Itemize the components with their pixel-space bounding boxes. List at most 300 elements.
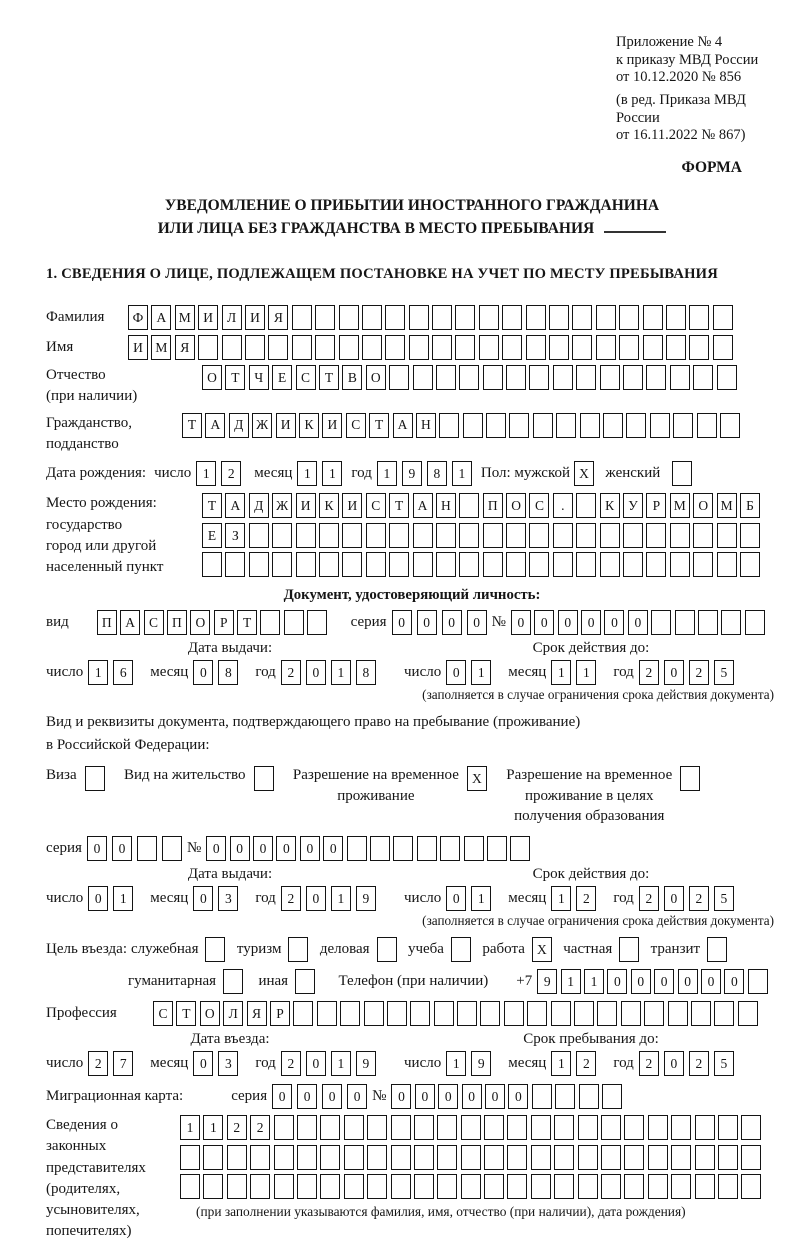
birthplace-input-row1[interactable] [202, 493, 763, 518]
char-cell[interactable]: 0 [300, 836, 320, 861]
representatives-input-row2[interactable] [180, 1145, 765, 1170]
char-cell[interactable] [344, 1174, 364, 1199]
char-cell[interactable] [718, 1174, 738, 1199]
char-cell[interactable]: 0 [112, 836, 132, 861]
char-cell[interactable] [451, 937, 471, 962]
char-cell[interactable] [529, 552, 549, 577]
char-cell[interactable] [623, 552, 643, 577]
char-cell[interactable]: 0 [323, 836, 343, 861]
char-cell[interactable] [551, 1001, 571, 1026]
char-cell[interactable] [600, 523, 620, 548]
birthplace-input-row2[interactable] [202, 523, 763, 548]
char-cell[interactable]: И [342, 493, 362, 518]
char-cell[interactable] [644, 1001, 664, 1026]
entry-month[interactable] [193, 1051, 243, 1076]
char-cell[interactable] [624, 1145, 644, 1170]
char-cell[interactable]: 2 [88, 1051, 108, 1076]
char-cell[interactable]: А [393, 413, 413, 438]
char-cell[interactable] [556, 413, 576, 438]
char-cell[interactable] [293, 1001, 313, 1026]
char-cell[interactable] [342, 552, 362, 577]
temp-residence-checkbox[interactable] [467, 766, 490, 791]
char-cell[interactable] [602, 1084, 622, 1109]
char-cell[interactable]: К [319, 493, 339, 518]
char-cell[interactable]: К [299, 413, 319, 438]
char-cell[interactable] [272, 523, 292, 548]
char-cell[interactable]: М [670, 493, 690, 518]
char-cell[interactable]: 9 [356, 1051, 376, 1076]
char-cell[interactable] [576, 523, 596, 548]
char-cell[interactable]: Т [237, 610, 257, 635]
char-cell[interactable] [643, 335, 663, 360]
char-cell[interactable]: С [529, 493, 549, 518]
char-cell[interactable] [673, 413, 693, 438]
char-cell[interactable] [274, 1174, 294, 1199]
char-cell[interactable] [717, 552, 737, 577]
char-cell[interactable] [319, 523, 339, 548]
char-cell[interactable]: 0 [415, 1084, 435, 1109]
passport-issue-month[interactable] [193, 660, 243, 685]
char-cell[interactable] [461, 1115, 481, 1140]
char-cell[interactable] [459, 552, 479, 577]
char-cell[interactable] [432, 335, 452, 360]
char-cell[interactable] [504, 1001, 524, 1026]
char-cell[interactable]: 0 [322, 1084, 342, 1109]
sex-female-checkbox[interactable] [672, 461, 695, 486]
char-cell[interactable] [506, 365, 526, 390]
stay-year[interactable] [639, 1051, 739, 1076]
char-cell[interactable] [389, 365, 409, 390]
char-cell[interactable] [340, 1001, 360, 1026]
char-cell[interactable] [486, 413, 506, 438]
char-cell[interactable] [600, 365, 620, 390]
char-cell[interactable] [483, 523, 503, 548]
char-cell[interactable]: 2 [281, 886, 301, 911]
char-cell[interactable]: 7 [113, 1051, 133, 1076]
char-cell[interactable] [162, 836, 182, 861]
char-cell[interactable]: 0 [511, 610, 531, 635]
char-cell[interactable] [459, 365, 479, 390]
char-cell[interactable] [738, 1001, 758, 1026]
char-cell[interactable] [502, 335, 522, 360]
char-cell[interactable] [671, 1145, 691, 1170]
char-cell[interactable] [643, 305, 663, 330]
char-cell[interactable] [554, 1115, 574, 1140]
char-cell[interactable] [741, 1115, 761, 1140]
char-cell[interactable] [385, 305, 405, 330]
purpose-study-checkbox[interactable] [451, 937, 474, 962]
char-cell[interactable] [439, 413, 459, 438]
char-cell[interactable]: 1 [551, 1051, 571, 1076]
char-cell[interactable] [137, 836, 157, 861]
char-cell[interactable] [487, 836, 507, 861]
char-cell[interactable] [339, 305, 359, 330]
char-cell[interactable] [480, 1001, 500, 1026]
char-cell[interactable] [479, 335, 499, 360]
purpose-transit-checkbox[interactable] [707, 937, 730, 962]
char-cell[interactable] [578, 1145, 598, 1170]
char-cell[interactable]: 1 [576, 660, 596, 685]
char-cell[interactable]: Р [214, 610, 234, 635]
char-cell[interactable]: 8 [427, 461, 447, 486]
char-cell[interactable]: 0 [485, 1084, 505, 1109]
char-cell[interactable] [693, 523, 713, 548]
char-cell[interactable] [272, 552, 292, 577]
char-cell[interactable] [670, 523, 690, 548]
phone-input[interactable] [537, 969, 771, 994]
char-cell[interactable] [623, 523, 643, 548]
permit-issue-day[interactable] [88, 886, 138, 911]
char-cell[interactable] [670, 365, 690, 390]
char-cell[interactable] [295, 969, 315, 994]
char-cell[interactable]: 0 [392, 610, 412, 635]
char-cell[interactable] [576, 365, 596, 390]
char-cell[interactable]: О [200, 1001, 220, 1026]
char-cell[interactable] [651, 610, 671, 635]
char-cell[interactable]: С [346, 413, 366, 438]
char-cell[interactable]: 1 [377, 461, 397, 486]
char-cell[interactable] [320, 1145, 340, 1170]
name-input[interactable] [128, 335, 736, 360]
char-cell[interactable]: 2 [639, 886, 659, 911]
char-cell[interactable]: О [366, 365, 386, 390]
char-cell[interactable]: 0 [306, 660, 326, 685]
doc-kind-input[interactable] [97, 610, 331, 635]
char-cell[interactable] [484, 1115, 504, 1140]
char-cell[interactable] [549, 335, 569, 360]
char-cell[interactable]: 2 [689, 660, 709, 685]
birth-year-input[interactable] [377, 461, 477, 486]
char-cell[interactable] [339, 335, 359, 360]
char-cell[interactable] [689, 305, 709, 330]
char-cell[interactable] [417, 836, 437, 861]
char-cell[interactable]: Ф [128, 305, 148, 330]
char-cell[interactable] [507, 1145, 527, 1170]
char-cell[interactable]: И [276, 413, 296, 438]
char-cell[interactable] [600, 552, 620, 577]
char-cell[interactable]: 1 [113, 886, 133, 911]
char-cell[interactable] [85, 766, 105, 791]
char-cell[interactable] [245, 335, 265, 360]
char-cell[interactable] [695, 1145, 715, 1170]
char-cell[interactable]: Е [272, 365, 292, 390]
char-cell[interactable] [741, 1174, 761, 1199]
char-cell[interactable]: Р [646, 493, 666, 518]
char-cell[interactable] [717, 365, 737, 390]
sex-male-checkbox[interactable] [574, 461, 597, 486]
char-cell[interactable] [553, 365, 573, 390]
citizenship-input[interactable] [182, 413, 743, 438]
char-cell[interactable] [671, 1115, 691, 1140]
char-cell[interactable] [292, 305, 312, 330]
char-cell[interactable]: 2 [639, 1051, 659, 1076]
char-cell[interactable] [364, 1001, 384, 1026]
char-cell[interactable] [413, 552, 433, 577]
char-cell[interactable] [502, 305, 522, 330]
char-cell[interactable]: П [167, 610, 187, 635]
char-cell[interactable] [455, 305, 475, 330]
char-cell[interactable]: X [532, 937, 552, 962]
char-cell[interactable]: Я [247, 1001, 267, 1026]
char-cell[interactable]: 0 [193, 886, 213, 911]
char-cell[interactable] [432, 305, 452, 330]
char-cell[interactable] [297, 1145, 317, 1170]
permit-valid-day[interactable] [446, 886, 496, 911]
char-cell[interactable]: Т [389, 493, 409, 518]
char-cell[interactable] [315, 305, 335, 330]
char-cell[interactable]: 2 [281, 1051, 301, 1076]
char-cell[interactable] [695, 1174, 715, 1199]
char-cell[interactable] [366, 552, 386, 577]
char-cell[interactable] [671, 1174, 691, 1199]
char-cell[interactable] [578, 1115, 598, 1140]
char-cell[interactable] [509, 413, 529, 438]
char-cell[interactable] [367, 1174, 387, 1199]
char-cell[interactable]: Д [249, 493, 269, 518]
char-cell[interactable]: Н [416, 413, 436, 438]
char-cell[interactable] [436, 365, 456, 390]
char-cell[interactable]: 2 [221, 461, 241, 486]
char-cell[interactable] [225, 552, 245, 577]
representatives-input-row3[interactable] [180, 1174, 765, 1199]
char-cell[interactable] [572, 335, 592, 360]
char-cell[interactable]: 1 [561, 969, 581, 994]
char-cell[interactable] [250, 1174, 270, 1199]
char-cell[interactable] [666, 305, 686, 330]
char-cell[interactable] [624, 1115, 644, 1140]
char-cell[interactable]: 0 [417, 610, 437, 635]
char-cell[interactable]: 0 [724, 969, 744, 994]
char-cell[interactable] [720, 413, 740, 438]
char-cell[interactable]: 0 [558, 610, 578, 635]
char-cell[interactable] [342, 523, 362, 548]
char-cell[interactable]: 5 [714, 660, 734, 685]
char-cell[interactable] [413, 365, 433, 390]
passport-issue-day[interactable] [88, 660, 138, 685]
char-cell[interactable] [414, 1145, 434, 1170]
char-cell[interactable]: З [225, 523, 245, 548]
char-cell[interactable]: X [467, 766, 487, 791]
char-cell[interactable]: 0 [462, 1084, 482, 1109]
char-cell[interactable]: 0 [467, 610, 487, 635]
char-cell[interactable]: 5 [714, 886, 734, 911]
char-cell[interactable] [296, 552, 316, 577]
char-cell[interactable]: 1 [452, 461, 472, 486]
char-cell[interactable] [362, 305, 382, 330]
char-cell[interactable] [624, 1174, 644, 1199]
char-cell[interactable]: А [151, 305, 171, 330]
char-cell[interactable] [250, 1145, 270, 1170]
char-cell[interactable]: Ч [249, 365, 269, 390]
purpose-tourism-checkbox[interactable] [288, 937, 311, 962]
char-cell[interactable]: А [120, 610, 140, 635]
char-cell[interactable]: 0 [276, 836, 296, 861]
char-cell[interactable] [307, 610, 327, 635]
entry-day[interactable] [88, 1051, 138, 1076]
char-cell[interactable] [689, 335, 709, 360]
char-cell[interactable] [461, 1174, 481, 1199]
char-cell[interactable] [526, 305, 546, 330]
char-cell[interactable] [437, 1174, 457, 1199]
char-cell[interactable]: 0 [88, 886, 108, 911]
char-cell[interactable] [572, 305, 592, 330]
char-cell[interactable]: 2 [639, 660, 659, 685]
char-cell[interactable]: 9 [402, 461, 422, 486]
char-cell[interactable]: 0 [193, 660, 213, 685]
char-cell[interactable]: М [175, 305, 195, 330]
char-cell[interactable] [296, 523, 316, 548]
char-cell[interactable] [554, 1145, 574, 1170]
profession-input[interactable] [153, 1001, 761, 1026]
char-cell[interactable]: Е [202, 523, 222, 548]
migration-number-input[interactable] [391, 1084, 625, 1109]
char-cell[interactable] [414, 1174, 434, 1199]
char-cell[interactable] [721, 610, 741, 635]
char-cell[interactable]: М [717, 493, 737, 518]
char-cell[interactable]: С [153, 1001, 173, 1026]
char-cell[interactable] [274, 1115, 294, 1140]
birth-month-input[interactable] [297, 461, 347, 486]
char-cell[interactable]: И [198, 305, 218, 330]
char-cell[interactable] [391, 1115, 411, 1140]
char-cell[interactable]: 1 [180, 1115, 200, 1140]
char-cell[interactable]: 0 [508, 1084, 528, 1109]
char-cell[interactable] [527, 1001, 547, 1026]
char-cell[interactable]: 0 [347, 1084, 367, 1109]
char-cell[interactable] [284, 610, 304, 635]
char-cell[interactable] [601, 1115, 621, 1140]
entry-year[interactable] [281, 1051, 381, 1076]
char-cell[interactable] [483, 552, 503, 577]
char-cell[interactable] [619, 937, 639, 962]
char-cell[interactable]: 0 [604, 610, 624, 635]
char-cell[interactable]: Т [225, 365, 245, 390]
char-cell[interactable] [553, 552, 573, 577]
char-cell[interactable] [377, 937, 397, 962]
purpose-official-checkbox[interactable] [205, 937, 228, 962]
char-cell[interactable] [554, 1174, 574, 1199]
char-cell[interactable]: 3 [218, 1051, 238, 1076]
char-cell[interactable]: Т [319, 365, 339, 390]
char-cell[interactable] [459, 493, 479, 518]
char-cell[interactable]: Л [222, 305, 242, 330]
char-cell[interactable]: О [693, 493, 713, 518]
char-cell[interactable] [268, 335, 288, 360]
char-cell[interactable]: Ж [252, 413, 272, 438]
char-cell[interactable] [362, 335, 382, 360]
char-cell[interactable] [713, 305, 733, 330]
char-cell[interactable]: С [296, 365, 316, 390]
temp-residence-edu-checkbox[interactable] [680, 766, 703, 791]
char-cell[interactable]: М [151, 335, 171, 360]
char-cell[interactable]: 1 [322, 461, 342, 486]
char-cell[interactable] [370, 836, 390, 861]
char-cell[interactable]: 8 [218, 660, 238, 685]
permit-number-input[interactable] [206, 836, 533, 861]
char-cell[interactable] [697, 413, 717, 438]
char-cell[interactable]: 1 [471, 886, 491, 911]
char-cell[interactable] [526, 335, 546, 360]
char-cell[interactable]: П [97, 610, 117, 635]
char-cell[interactable] [254, 766, 274, 791]
char-cell[interactable] [580, 413, 600, 438]
char-cell[interactable] [437, 1115, 457, 1140]
char-cell[interactable]: 0 [193, 1051, 213, 1076]
char-cell[interactable] [675, 610, 695, 635]
char-cell[interactable]: А [225, 493, 245, 518]
char-cell[interactable] [648, 1174, 668, 1199]
char-cell[interactable]: Л [223, 1001, 243, 1026]
char-cell[interactable]: 0 [306, 886, 326, 911]
char-cell[interactable] [718, 1145, 738, 1170]
char-cell[interactable]: 1 [446, 1051, 466, 1076]
char-cell[interactable] [626, 413, 646, 438]
char-cell[interactable]: 0 [534, 610, 554, 635]
char-cell[interactable]: А [205, 413, 225, 438]
char-cell[interactable]: 9 [471, 1051, 491, 1076]
char-cell[interactable] [741, 1145, 761, 1170]
char-cell[interactable] [315, 335, 335, 360]
char-cell[interactable] [320, 1115, 340, 1140]
char-cell[interactable] [579, 1084, 599, 1109]
permit-issue-month[interactable] [193, 886, 243, 911]
permit-valid-year[interactable] [639, 886, 739, 911]
char-cell[interactable] [222, 335, 242, 360]
permit-series-input[interactable] [87, 836, 187, 861]
char-cell[interactable]: С [366, 493, 386, 518]
purpose-humanitarian-checkbox[interactable] [223, 969, 246, 994]
char-cell[interactable] [650, 413, 670, 438]
char-cell[interactable] [180, 1174, 200, 1199]
char-cell[interactable]: К [600, 493, 620, 518]
char-cell[interactable]: 0 [654, 969, 674, 994]
char-cell[interactable] [297, 1115, 317, 1140]
char-cell[interactable] [319, 552, 339, 577]
char-cell[interactable] [457, 1001, 477, 1026]
char-cell[interactable]: Д [229, 413, 249, 438]
char-cell[interactable] [198, 335, 218, 360]
char-cell[interactable] [601, 1145, 621, 1170]
char-cell[interactable]: Б [740, 493, 760, 518]
purpose-other-checkbox[interactable] [295, 969, 318, 994]
char-cell[interactable]: X [574, 461, 594, 486]
char-cell[interactable] [578, 1174, 598, 1199]
char-cell[interactable] [367, 1115, 387, 1140]
char-cell[interactable]: У [623, 493, 643, 518]
char-cell[interactable] [714, 1001, 734, 1026]
char-cell[interactable] [464, 836, 484, 861]
char-cell[interactable] [249, 552, 269, 577]
char-cell[interactable] [713, 335, 733, 360]
passport-valid-month[interactable] [551, 660, 601, 685]
char-cell[interactable]: 1 [203, 1115, 223, 1140]
char-cell[interactable] [320, 1174, 340, 1199]
char-cell[interactable] [507, 1115, 527, 1140]
char-cell[interactable]: С [144, 610, 164, 635]
char-cell[interactable]: 1 [584, 969, 604, 994]
char-cell[interactable]: 0 [230, 836, 250, 861]
char-cell[interactable] [596, 305, 616, 330]
char-cell[interactable]: Т [202, 493, 222, 518]
char-cell[interactable] [510, 836, 530, 861]
char-cell[interactable] [549, 305, 569, 330]
char-cell[interactable]: 0 [664, 1051, 684, 1076]
char-cell[interactable] [695, 1115, 715, 1140]
char-cell[interactable]: 0 [442, 610, 462, 635]
char-cell[interactable]: 9 [356, 886, 376, 911]
char-cell[interactable]: В [342, 365, 362, 390]
char-cell[interactable] [391, 1145, 411, 1170]
